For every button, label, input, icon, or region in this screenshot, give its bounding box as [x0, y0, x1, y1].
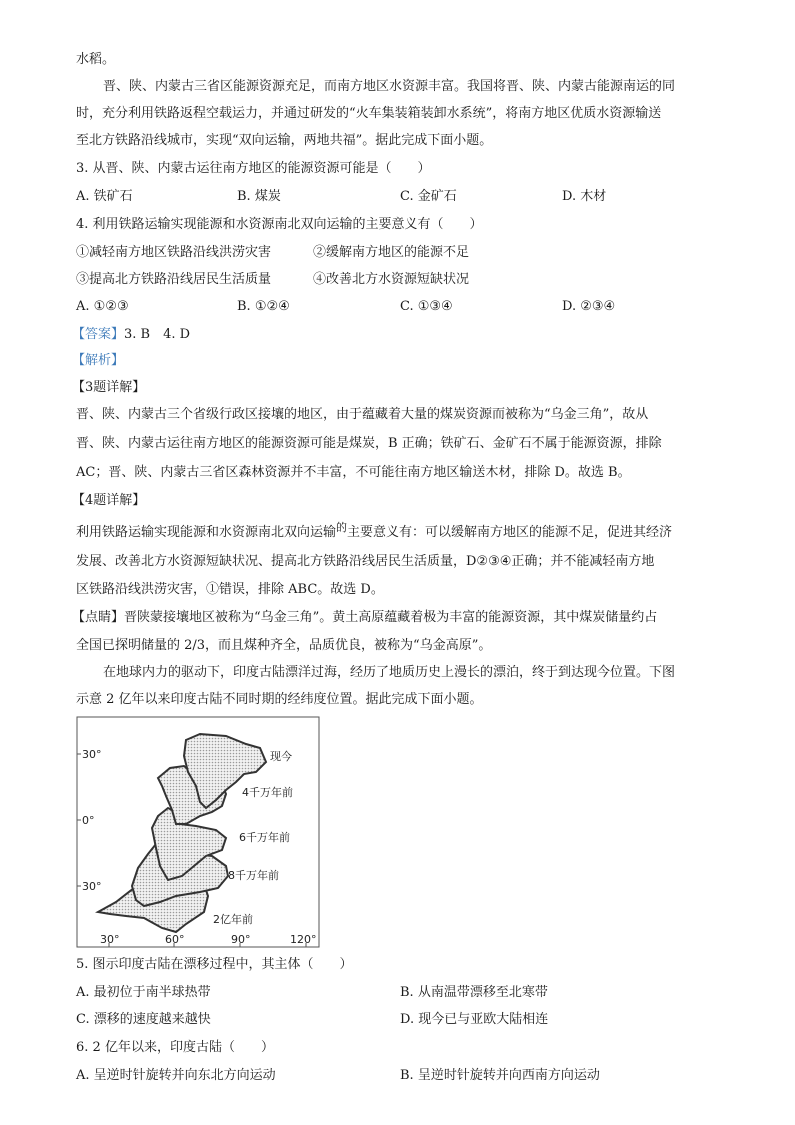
question-5-option-b: B. 从南温带漂移至北寒带	[400, 985, 548, 1000]
question-5-option-a: A. 最初位于南半球热带	[76, 985, 211, 1000]
passage-1-line: 至北方铁路沿线城市，实现“双向运输，两地共福”。据此完成下面小题。	[76, 133, 493, 148]
detail-3-line: AC；晋、陕、内蒙古三省区森林资源并不丰富，不可能往南方地区输送木材，排除 D。故选 B。	[76, 465, 631, 480]
map-svg	[76, 716, 320, 948]
detail-4-line: 区铁路沿线洪涝灾害，①错误，排除 ABC。故选 D。	[76, 582, 384, 597]
question-4-item: ③提高北方铁路沿线居民生活质量	[76, 272, 272, 287]
analysis-label: 【解析】	[72, 353, 125, 368]
question-6-option-b: B. 呈逆时针旋转并向西南方向运动	[400, 1068, 600, 1083]
tip-line: 【点睛】晋陕蒙接壤地区被称为“乌金三角”。黄土高原蕴藏着极为丰富的能源资源，其中煤炭储量约占	[72, 610, 658, 625]
answer-label: 【答案】	[72, 327, 125, 342]
intro-end: 水稻。	[76, 52, 116, 67]
question-4-item: ①减轻南方地区铁路沿线洪涝灾害	[76, 245, 272, 260]
detail-4-text: 主要意义有：可以缓解南方地区的能源不足，促进其经济	[347, 525, 673, 540]
lon-tick-label: 90°	[231, 933, 251, 946]
period-label: 4千万年前	[242, 786, 293, 799]
question-3-option-c: C. 金矿石	[400, 189, 457, 204]
question-4-item: ④改善北方水资源短缺状况	[313, 272, 470, 287]
question-3-option-a: A. 铁矿石	[76, 189, 133, 204]
detail-4-title: 【4题详解】	[72, 493, 146, 508]
question-4-option-d: D. ②③④	[562, 299, 616, 314]
answer-value: 3. B 4. D	[124, 327, 191, 342]
question-4-option-a: A. ①②③	[76, 299, 129, 314]
lon-tick-label: 120°	[290, 933, 317, 946]
passage-2-line: 在地球内力的驱动下，印度古陆漂洋过海，经历了地质历史上漫长的漂泊，终于到达现今位置。下图	[103, 665, 676, 680]
detail-3-line: 晋、陕、内蒙古三个省级行政区接壤的地区，由于蕴藏着大量的煤炭资源而被称为“乌金三角”，故从	[76, 407, 649, 422]
question-4-option-b: B. ①②④	[237, 299, 290, 314]
detail-4-line: 发展、改善北方水资源短缺状况、提高北方铁路沿线居民生活质量，D②③④正确；并不能减轻南方地	[76, 554, 655, 569]
question-4-item: ②缓解南方地区的能源不足	[313, 245, 470, 260]
question-6-option-a: A. 呈逆时针旋转并向东北方向运动	[76, 1068, 276, 1083]
question-3-option-d: D. 木材	[562, 189, 607, 204]
question-4-option-c: C. ①③④	[400, 299, 453, 314]
question-6-stem: 6. 2 亿年以来，印度古陆（ ）	[76, 1040, 274, 1055]
india-drift-map	[76, 716, 320, 948]
question-3-stem: 3. 从晋、陕、内蒙古运往南方地区的能源资源可能是（ ）	[76, 161, 431, 176]
answer-line	[72, 327, 190, 343]
lon-tick-label: 60°	[165, 933, 185, 946]
detail-3-line: 晋、陕、内蒙古运往南方地区的能源资源可能是煤炭，B 正确；铁矿石、金矿石不属于能源资源，排除	[76, 436, 662, 451]
question-5-stem: 5. 图示印度古陆在漂移过程中，其主体（ ）	[76, 957, 353, 972]
passage-1-line: 时，充分利用铁路返程空载运力，并通过研发的“火车集装箱装卸水系统”，将南方地区优质水资源输送	[76, 106, 662, 121]
question-5-option-d: D. 现今已与亚欧大陆相连	[400, 1012, 549, 1027]
passage-1-line: 晋、陕、内蒙古三省区能源资源充足，而南方地区水资源丰富。我国将晋、陕、内蒙古能源南运的同	[103, 79, 676, 94]
detail-4-text: 利用铁路运输实现能源和水资源南北双向运输	[76, 525, 337, 540]
question-4-stem: 4. 利用铁路运输实现能源和水资源南北双向运输的主要意义有（ ）	[76, 217, 483, 232]
lat-tick-label: 30°	[82, 880, 102, 893]
detail-3-title: 【3题详解】	[72, 380, 146, 395]
lon-tick-label: 30°	[100, 933, 120, 946]
period-label: 8千万年前	[228, 869, 279, 882]
detail-4-line	[76, 521, 673, 541]
period-label: 6千万年前	[239, 831, 290, 844]
period-label: 现今	[270, 750, 292, 763]
detail-4-superscript: 的	[336, 521, 348, 534]
passage-2-line: 示意 2 亿年以来印度古陆不同时期的经纬度位置。据此完成下面小题。	[76, 692, 483, 707]
lat-tick-label: 30°	[82, 748, 102, 761]
question-5-option-c: C. 漂移的速度越来越快	[76, 1012, 211, 1027]
question-3-option-b: B. 煤炭	[237, 189, 281, 204]
tip-line: 全国已探明储量的 2/3，而且煤种齐全，品质优良，被称为“乌金高原”。	[76, 638, 492, 653]
lat-tick-label: 0°	[82, 814, 95, 827]
period-label: 2亿年前	[213, 913, 253, 926]
